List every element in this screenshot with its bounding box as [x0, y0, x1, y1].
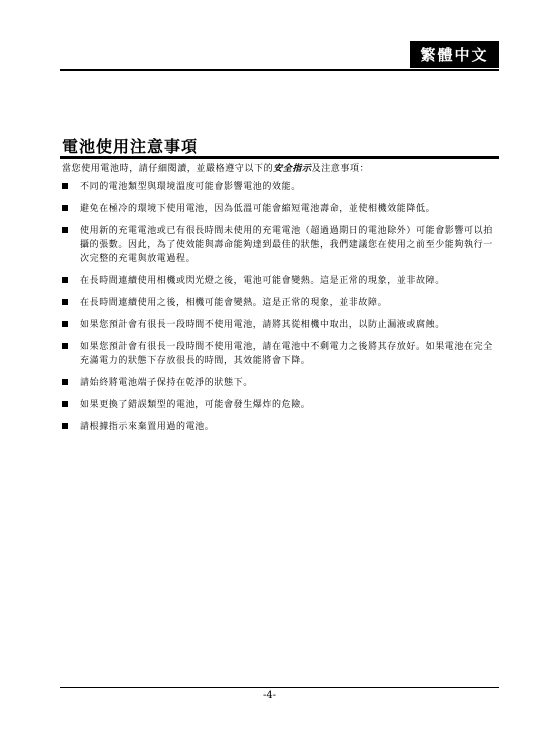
list-item-text: 在長時間連續使用之後，相機可能會變熱。這是正常的現象，並非故障。: [80, 298, 388, 308]
list-item: [62, 180, 502, 194]
intro-before: 當您使用電池時，請仔細閱讀，並嚴格遵守以下的: [62, 164, 274, 174]
square-bullet-icon: [62, 183, 68, 189]
square-bullet-icon: [62, 321, 68, 327]
list-item: [62, 420, 502, 434]
list-item-text: 請根據指示來棄置用過的電池。: [80, 422, 215, 432]
language-tab: 繁體中文: [410, 41, 499, 68]
list-item: [62, 202, 502, 216]
list-item-text: 在長時間連續使用相機或閃光燈之後，電池可能會變熱。這是正常的現象，並非故障。: [80, 276, 445, 286]
list-item-text: 如果您預計會有很長一段時間不使用電池，請將其從相機中取出，以防止漏液或腐蝕。: [80, 320, 445, 330]
section-title: 電池使用注意事項: [62, 137, 199, 156]
page-number: -4-: [262, 690, 277, 701]
intro-text: [62, 162, 502, 176]
list-item-text: 不同的電池類型與環境溫度可能會影響電池的效能。: [80, 182, 301, 192]
list-item: [62, 340, 502, 368]
list-item-text: 避免在極冷的環境下使用電池，因為低溫可能會縮短電池壽命，並使相機效能降低。: [80, 204, 436, 214]
list-item: [62, 274, 502, 288]
list-item-text: 如果更換了錯誤類型的電池，可能會發生爆炸的危險。: [80, 400, 311, 410]
square-bullet-icon: [62, 423, 68, 429]
square-bullet-icon: [62, 379, 68, 385]
list-item: [62, 224, 502, 266]
square-bullet-icon: [62, 277, 68, 283]
square-bullet-icon: [62, 343, 68, 349]
precaution-list: [62, 180, 502, 442]
list-item: [62, 376, 502, 390]
list-item: [62, 318, 502, 332]
square-bullet-icon: [62, 299, 68, 305]
square-bullet-icon: [62, 227, 68, 233]
square-bullet-icon: [62, 205, 68, 211]
list-item-text: 如果您預計會有很長一段時間不使用電池，請在電池中不剩電力之後將其存放好。如果電池在完全充滿電力的狀態下存放很長的時間，其效能將會下降。: [80, 342, 493, 366]
list-item: [62, 296, 502, 310]
intro-after: 及注意事項：: [311, 164, 370, 174]
list-item-text: 使用新的充電電池或已有很長時間未使用的充電電池（超過過期日的電池除外）可能會影響可以拍攝的張數。因此，為了使效能與壽命能夠達到最佳的狀態，我們建議您在使用之前至少能夠執行一次完整的充電與放電過程。: [80, 226, 493, 264]
list-item-text: 請始終將電池端子保持在乾淨的狀態下。: [80, 378, 253, 388]
header-rule: [60, 69, 499, 71]
intro-emphasis: 安全指示: [273, 164, 312, 174]
title-rule: [60, 156, 499, 159]
square-bullet-icon: [62, 401, 68, 407]
footer-rule: [60, 687, 499, 688]
list-item: [62, 398, 502, 412]
